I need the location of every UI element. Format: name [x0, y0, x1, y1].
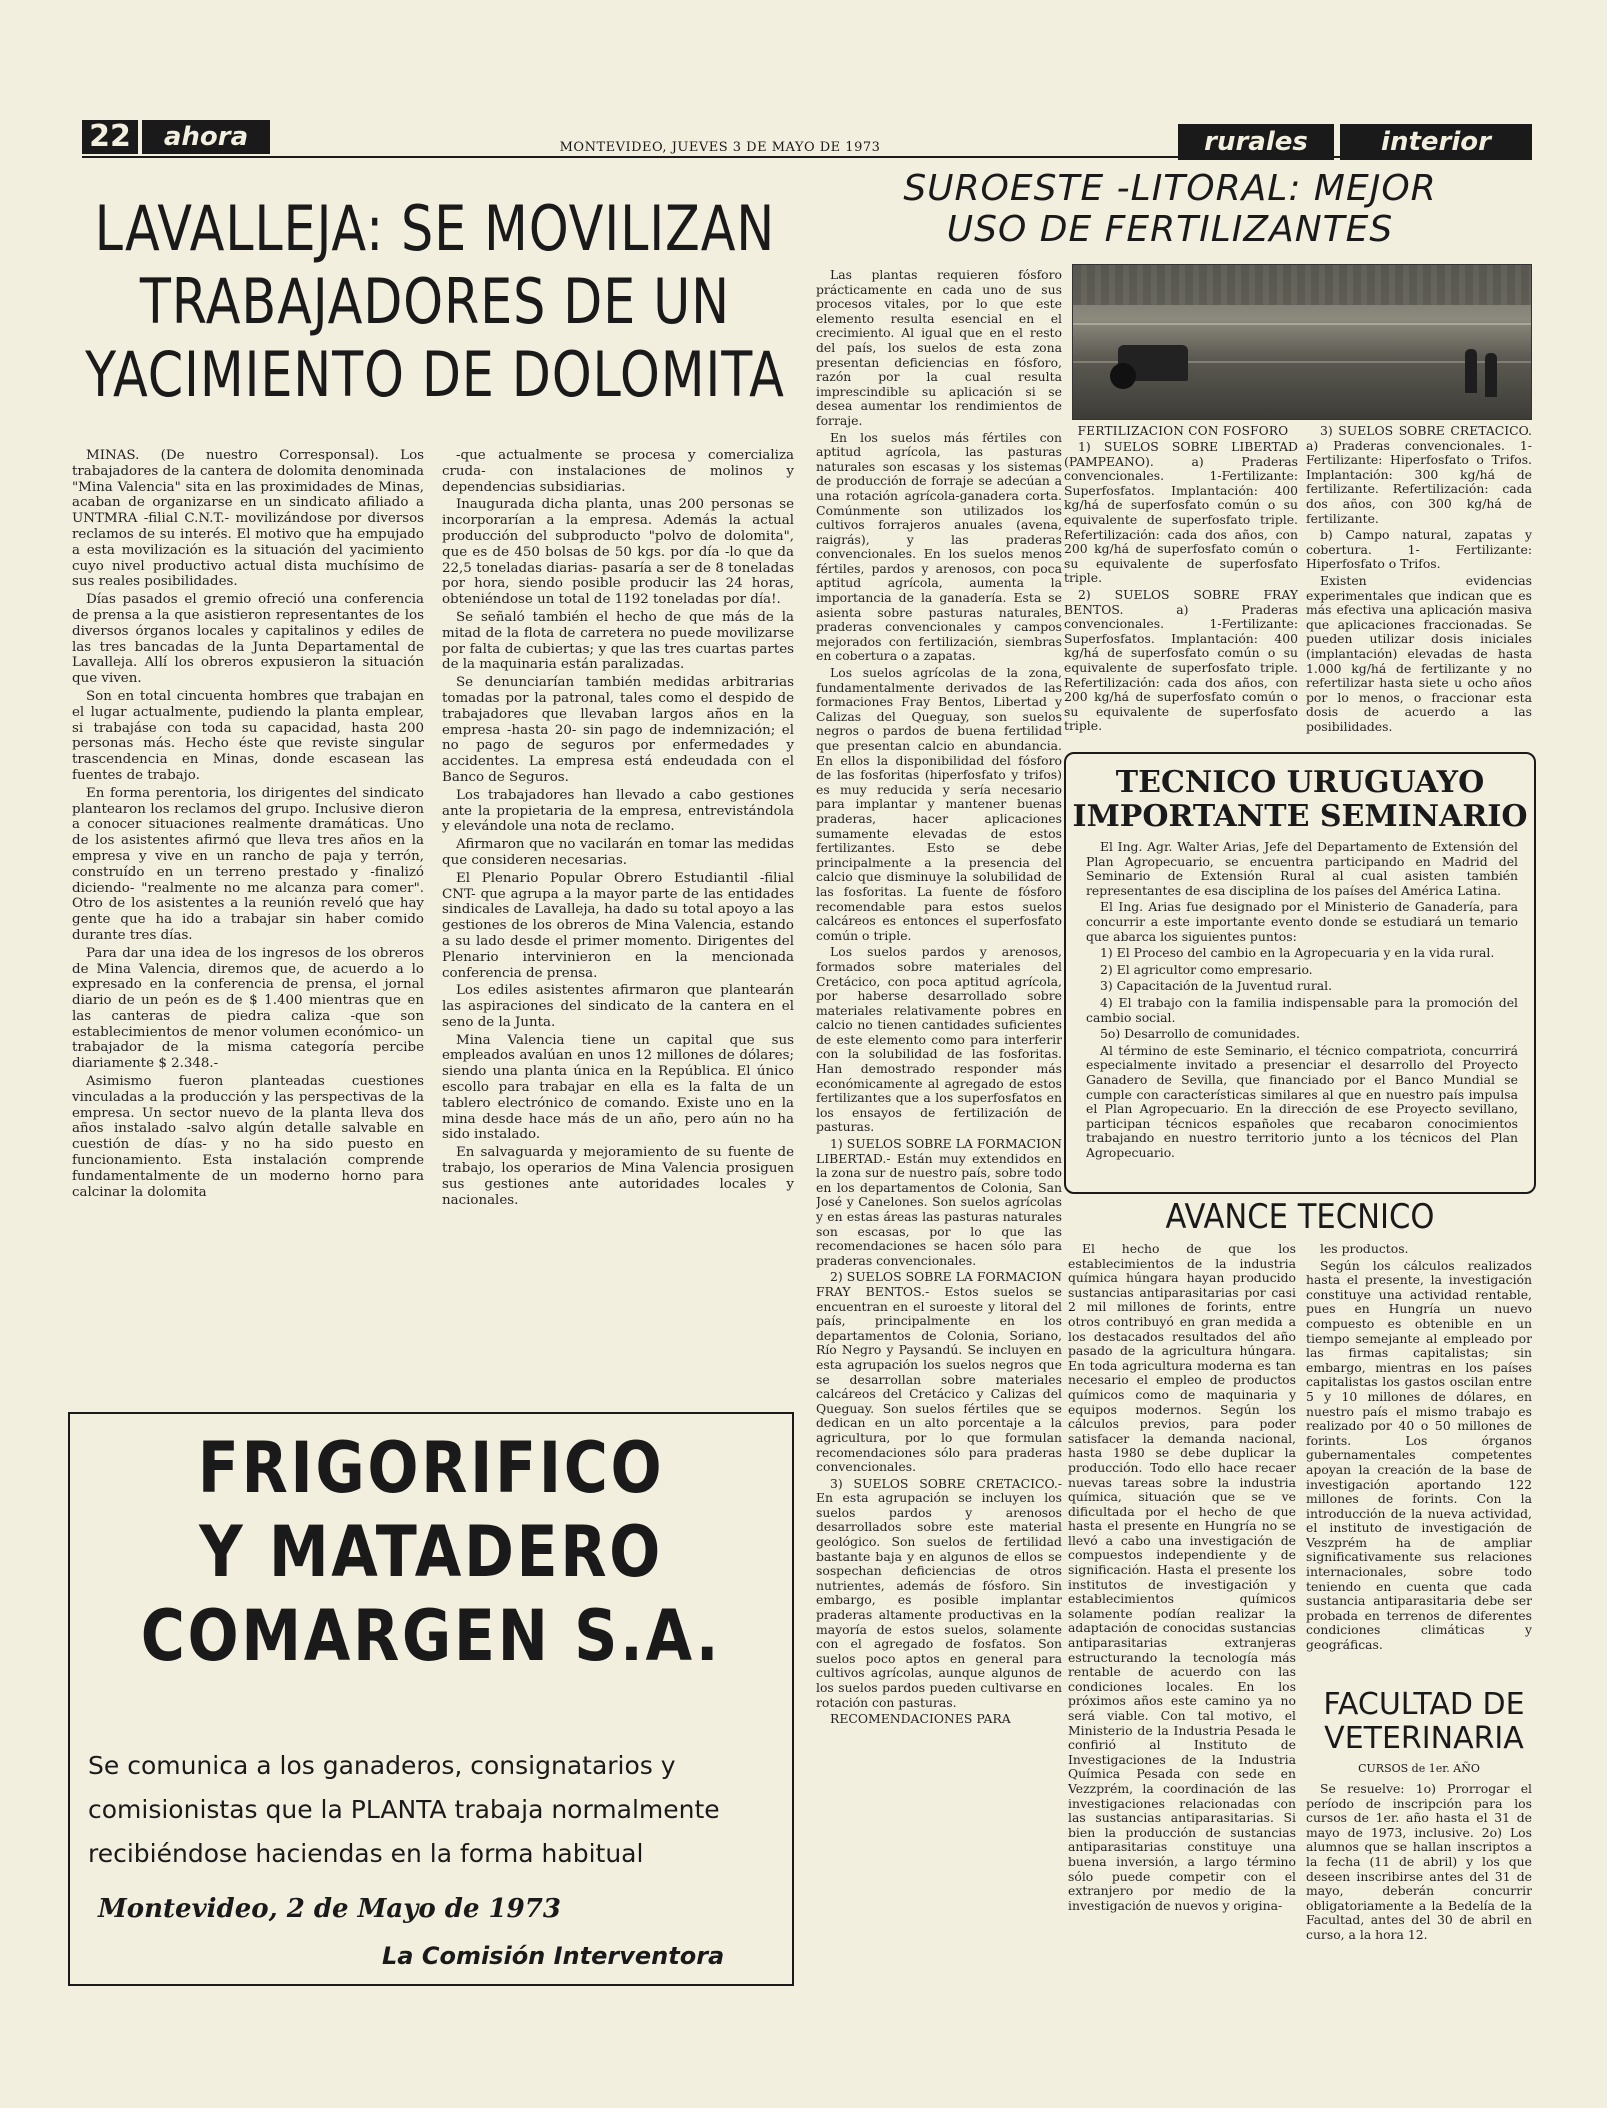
paragraph: Días pasados el gremio ofreció una conferencia de prensa a la que asistieron representantes de los diversos órganos locales y capitalinos y ediles de las tres bancadas de la Junta Departamental de Lavalleja. Allí los obreros expusieron la situación que viven.	[72, 592, 424, 687]
suroeste-headline-line-1: SUROESTE -LITORAL: MEJOR	[903, 168, 1437, 209]
paragraph: 1) SUELOS SOBRE LIBERTAD (PAMPEANO). a) Praderas convencionales. 1-Fertilizante: Superfosfatos. Implantación: 400 kg/há de superfosfato común o su equivalente de superfosfato triple. Refertilización: cada dos años, con 200 kg/há de superfosfato común o su equivalente de superfosfato triple.	[1064, 440, 1298, 586]
paper-name: ahora	[142, 120, 270, 154]
section-label-rurales: rurales	[1178, 124, 1334, 160]
suroeste-column-1	[816, 268, 1062, 2040]
paragraph: Existen evidencias experimentales que indican que es más efectiva una aplicación masiva que aplicaciones fraccionadas. Se pueden utilizar dosis iniciales (implantación) elevadas de hasta 1.000 kg/há de fertilizante y no refertilizar hasta siete u ocho años por lo menos, o fraccionar esta dosis de acuerdo a las posibilidades.	[1306, 572, 1532, 734]
frigorifico-advert	[68, 1412, 794, 1986]
paragraph: Se resuelve: 1o) Prorrogar el período de inscripción para los cursos de 1er. año hasta el 31 de mayo de 1973, inclusive. 2o) Los alumnos que se hallan inscriptos a la fecha (11 de abril) y los que deseen inscribirse antes del 31 de mayo, deberán concurrir obligatoriamente a la Bedelía de la Facultad, antes del 30 de abril en curso, a la hora 12.	[1306, 1782, 1532, 1942]
paragraph: Afirmaron que no vacilarán en tomar las medidas que consideren necesarias.	[442, 837, 794, 868]
advert-text-3: recibiéndose haciendas en la forma habitual	[88, 1839, 644, 1868]
paragraph: 4) El trabajo con la familia indispensable para la promoción del cambio social.	[1086, 994, 1518, 1025]
paragraph: 1) SUELOS SOBRE LA FORMACION LIBERTAD.- Están muy extendidos en la zona sur de nuestro país, sobre todo en los departamentos de Colonia, San José y Canelones. Son suelos agrícolas y en estas áreas las pasturas naturales son escasas, por lo que las recomendaciones se hacen sólo para praderas convencionales.	[816, 1136, 1062, 1268]
paragraph: Asimismo fueron planteadas cuestiones vinculadas a la producción y las perspectivas de la empresa. Un sector nuevo de la planta lleva dos años instalado -salvo algún detalle salvable en cuestión de días- y no ha sido puesto en funcionamiento. Esta instalación comprende fundamentalmente de un moderno horno para calcinar la dolomita	[72, 1074, 424, 1200]
paragraph: Las plantas requieren fósforo prácticamente en cada uno de sus procesos vitales, por lo que este elemento resulta esencial en el crecimiento. Al igual que en el resto del país, los suelos de esta zona presentan deficiencias en fósforo, razón por la cual resulta imprescindible su aplicación si se desea aumentar los rendimientos de forraje.	[816, 268, 1062, 428]
paragraph: En salvaguarda y mejoramiento de su fuente de trabajo, los operarios de Mina Valencia prosiguen sus gestiones ante autoridades locales y nacionales.	[442, 1145, 794, 1208]
paragraph: Para dar una idea de los ingresos de los obreros de Mina Valencia, diremos que, de acuerdo a lo expresado en la conferencia de prensa, el jornal diario de un peón es de $ 1.400 mientras que en las canteras de piedra caliza -que son establecimientos de menor volumen económico- un trabajador de la misma categoría percibe diariamente $ 2.348.-	[72, 945, 424, 1072]
paragraph: 2) SUELOS SOBRE LA FORMACION FRAY BENTOS.- Estos suelos se encuentran en el suroeste y litoral del país, principalmente en los departamentos de Colonia, Soriano, Río Negro y Paysandú. Se incluyen en esta agrupación los suelos negros que se desarrollan sobre materiales calcáreos del Cretácico y Calizas del Queguay. Son suelos fértiles que se dedican en un alto porcentaje a la agricultura, por lo que formulan recomendaciones sólo para praderas convencionales.	[816, 1269, 1062, 1475]
paragraph: les productos.	[1320, 1242, 1409, 1256]
facultad-title-line-2: VETERINARIA	[1324, 1721, 1524, 1756]
dateline: MONTEVIDEO, JUEVES 3 DE MAYO DE 1973	[559, 140, 881, 155]
tractor-field-photo	[1072, 264, 1532, 420]
advert-title-line-1: FRIGORIFICO	[197, 1427, 665, 1509]
suroeste-headline-line-2: USO DE FERTILIZANTES	[946, 209, 1394, 251]
paragraph: En los suelos más fértiles con aptitud agrícola, las pasturas naturales son escasas y los sistemas de producción de forraje se adecúan a una rotación agrícola-ganadera corta. Comúnmente son utilizados los cultivos forrajeros anuales (avena, raigrás), y las praderas convencionales. En los suelos menos fértiles, pardos y arenosos, con poca aptitud agrícola, aumenta la importancia de la ganadería. Esta se asienta sobre pasturas naturales, praderas convencionales y campos mejorados con fertilización, siembras en cobertura o a zapatas.	[816, 429, 1062, 664]
paragraph: El hecho de que los establecimientos de la industria química húngara hayan producido sustancias antiparasitarias por casi 2 mil millones de forints, entre otros contribuyó en gran medida a los destacados resultados del año pasado de la agricultura húngara. En toda agricultura moderna es tan necesario el empleo de productos químicos como de maquinaria y equipos modernos. Según los cálculos previos, para poder satisfacer la demanda nacional, hasta 1980 se debe duplicar la producción. Todo ello hace recaer nuevas tareas sobre la industria química, situación que se ve dificultada por el hecho de que hasta el presente en Hungría no se llevó a cabo una investigación de compuestos independiente y de significación. Hasta el presente los institutos de investigación y establecimientos químicos solamente podían realizar la adaptación de conocidas sustancias antiparasitarias extranjeras estructurando la tecnología más rentable de acuerdo con las condiciones locales. En los próximos años este camino ya no será viable. Con tal motivo, el Ministerio de la Industria Pesada le confirió al Instituto de Investigaciones de la Industria Química Pesada con sede en Vezzprém, la coordinación de las investigaciones relacionadas con las sustancias antiparasitarias. Si bien la producción de sustancias antiparasitarias constituye una buena inversión, a largo término sólo puede competir con el extranjero por medio de la investigación de nuevos y origina-	[1068, 1242, 1296, 1913]
suroeste-column-2	[1064, 440, 1298, 754]
paragraph: Los suelos agrícolas de la zona, fundamentalmente derivados de las formaciones Fray Bentos, Libertad y Calizas del Queguay, son suelos negros o pardos de buena fertilidad que presentan calcio en abundancia. En ellos la disponibilidad del fósforo de las fosforitas (hiperfosfato y trifos) es muy reducida y sería necesario para implantar y mantener buenas praderas, hacer aplicaciones sumamente elevadas de estos fertilizantes. Esto se debe principalmente a la presencia del calcio que disminuye la solubilidad de las fosforitas. La fuente de fósforo recomendable para estos suelos calcáreos es entonces el superfosfato común o triple.	[816, 665, 1062, 943]
paragraph: El Ing. Arias fue designado por el Ministerio de Ganadería, para concurrir a este importante evento donde se estudiará un temario que abarca los siguientes puntos:	[1086, 899, 1518, 944]
suroeste-column-3	[1306, 424, 1532, 754]
paragraph: 3) SUELOS SOBRE CRETACICO. a) Praderas convencionales. 1- Fertilizante: Hiperfosfato o Trifos. Implantación: 300 kg/há de fertilizante. Refertilización: cada dos años, con 300 kg/há de fertilizante.	[1306, 424, 1532, 526]
paragraph: El Ing. Agr. Walter Arias, Jefe del Departamento de Extensión del Plan Agropecuario, se encuentra participando en Madrid del Seminario de Extensión Rural al cual asisten también representantes de esa disciplina de los países del América Latina.	[1086, 840, 1518, 898]
paragraph: Los trabajadores han llevado a cabo gestiones ante la propietaria de la empresa, entrevistándola y elevándole una nota de reclamo.	[442, 787, 794, 835]
paragraph: Según los cálculos realizados hasta el presente, la investigación constituye una actividad rentable, pues en Hungría un nuevo compuesto es obtenible en un tiempo semejante al empleado por las firmas capitalistas; sin embargo, mientras en los países capitalistas los gastos oscilan entre 5 y 10 millones de dólares, en nuestro país el mismo trabajo es realizado por 40 o 50 millones de forints. Los órganos gubernamentales competentes apoyan la creación de la base de investigación aportando 122 millones de forints. Con la introducción de la nueva actividad, el instituto de investigación de Veszprém ha de ampliar significativamente sus relaciones internacionales, sobre todo teniendo en cuenta que cada sustancia antiparasitaria debe ser probada en terrenos de diferentes condiciones climáticas y geográficas.	[1306, 1257, 1532, 1653]
paragraph: En forma perentoria, los dirigentes del sindicato plantearon los reclamos del grupo. Inclusive dieron a conocer situaciones realmente dramáticas. Uno de los asistentes afirmó que lleva tres años en la empresa y vive en un rancho de paja y terrón, construído en un terreno prestado y -finalizó diciendo- "realmente no me alcanza para comer". Otro de los asistentes a la reunión reveló que hay gente que ha ido a trabajar sin haber comido durante tres días.	[72, 785, 424, 943]
paragraph: Se denunciarían también medidas arbitrarias tomadas por la patronal, tales como el despido de trabajadores que llevaban largos años en la empresa -hasta 20- sin pago de indemnización; el no pago de seguros por enfermedades y accidentes. La empresa está endeudada con el Banco de Seguros.	[442, 675, 794, 785]
paragraph: 2) El agricultor como empresario.	[1100, 961, 1313, 977]
paragraph: Inaugurada dicha planta, unas 200 personas se incorporarían a la empresa. Además la actual producción del subproducto "polvo de dolomita", que es de 450 bolsas de 50 kgs. por día -lo que da 22,5 toneladas diarias- pasaría a ser de 8 toneladas por hora, siendo posible producir las 24 horas, obteniéndose un total de 1192 toneladas por día!.	[442, 497, 794, 608]
paragraph: Los suelos pardos y arenosos, formados sobre materiales del Cretácico, con poca aptitud agrícola, por haberse desarrollado sobre materiales relativamente pobres en calcio no tienen cantidades suficientes de este elemento como para interferir con la solubilidad de las fosforitas. Han demostrado responder más económicamente al agregado de estos fertilizantes que a los superfosfatos en los ensayos de fertilización de pasturas.	[816, 944, 1062, 1135]
facultad-text	[1306, 1782, 1532, 2040]
facultad-subtitle: CURSOS de 1er. AÑO	[1358, 1762, 1480, 1775]
lavalleja-column-2	[442, 448, 794, 1398]
paragraph: Son en total cincuenta hombres que trabajan en el lugar actualmente, pudiendo la planta emplear, si trabajáse con toda su capacidad, hasta 200 personas más. Hecho éste que reviste singular trascendencia en Minas, donde escasean las fuentes de trabajo.	[72, 688, 424, 783]
advert-title-line-2: Y MATADERO	[199, 1511, 663, 1593]
paragraph: -que actualmente se procesa y comercializa cruda- con instalaciones de molinos y dependencias subsidiarias.	[442, 448, 794, 495]
avance-title: AVANCE TECNICO	[1165, 1197, 1435, 1237]
paragraph: MINAS. (De nuestro Corresponsal). Los trabajadores de la cantera de dolomita denominada "Mina Valencia" sita en las proximidades de Minas, acaban de organizarse en un sindicato afiliado a UNTMRA -filial C.N.T.- movilizándose por diversos reclamos de su interés. El motivo que ha empujado a esta movilización es la situación del yacimiento cuyo nivel productivo actual dista muchísimo de sus reales posibilidades.	[72, 448, 424, 590]
section-label-interior: interior	[1340, 124, 1532, 160]
paragraph: RECOMENDACIONES PARA	[830, 1711, 1011, 1727]
seminario-text	[1086, 840, 1518, 1184]
seminario-title-line-1: TECNICO URUGUAYO	[1115, 765, 1485, 800]
paragraph: 3) Capacitación de la Juventud rural.	[1100, 978, 1333, 994]
paragraph: Mina Valencia tiene un capital que sus empleados avalúan en unos 12 millones de dólares; siendo una planta única en la República. El único escollo para trabajar en ella es la falta de un tablero electrónico de comando. Existe uno en la mina desde hace más de un año, pero aún no ha sido instalado.	[442, 1032, 794, 1143]
seminario-box	[1064, 752, 1536, 1194]
advert-signature: La Comisión Interventora	[382, 1942, 725, 1970]
paragraph: Al término de este Seminario, el técnico compatriota, concurrirá especialmente invitado a presenciar el desarrollo del Proyecto Ganadero de Sevilla, que financiado por el Banco Mundial se cumple con características similares al que en nuestro país impulsa el Plan Agropecuario. En la dirección de ese Proyecto sevillano, participan técnicos españoles que recabaron conocimientos trabajando en nuestro territorio junto a los técnicos del Plan Agropecuario.	[1086, 1042, 1518, 1160]
seminario-title-line-2: IMPORTANTE SEMINARIO	[1072, 799, 1528, 834]
paragraph: 1) El Proceso del cambio en la Agropecuaria y en la vida rural.	[1100, 945, 1495, 961]
advert-title-line-3: COMARGEN S.A.	[140, 1595, 722, 1677]
paragraph: Se señaló también el hecho de que más de la mitad de la flota de carretera no puede movilizarse por falta de cubiertas; y que las tres cuartas partes de la maquinaria están paralizadas.	[442, 609, 794, 673]
advert-text-2: comisionistas que la PLANTA trabaja normalmente	[88, 1795, 720, 1824]
page-number: 22	[82, 120, 138, 154]
paragraph: El Plenario Popular Obrero Estudiantil -filial CNT- que agrupa a la mayor parte de las entidades sindicales de Lavalleja, ha dado su total apoyo a las gestiones de los obreros de Mina Valencia, estando a su lado desde el primer momento. Dirigentes del Plenario intervinieron en la mencionada conferencia de prensa.	[442, 870, 794, 981]
advert-date: Montevideo, 2 de Mayo de 1973	[98, 1894, 561, 1924]
paragraph: 2) SUELOS SOBRE FRAY BENTOS. a) Praderas convencionales. 1-Fertilizante: Superfosfatos. Implantación: 400 kg/há de superfosfato común o su equivalente de superfosfato triple. Refertilización: cada dos años, con 200 kg/há de superfosfato común o su equivalente de superfosfato triple.	[1064, 586, 1298, 734]
lavalleja-headline-line-3: YACIMIENTO DE DOLOMITA	[85, 338, 785, 412]
paragraph: b) Campo natural, zapatas y cobertura. 1- Fertilizante: Hiperfosfato o Trifos.	[1306, 527, 1532, 572]
advert-text-1: Se comunica a los ganaderos, consignatarios y	[88, 1751, 676, 1780]
facultad-title-line-1: FACULTAD DE	[1323, 1687, 1525, 1722]
paragraph: Los ediles asistentes afirmaron que plantearán las aspiraciones del sindicato de la cantera en el seno de la Junta.	[442, 983, 794, 1030]
paragraph: 5o) Desarrollo de comunidades.	[1100, 1026, 1300, 1042]
avance-column-1	[1068, 1242, 1296, 2040]
suroeste-headline	[810, 168, 1530, 251]
paragraph: 3) SUELOS SOBRE CRETACICO.- En esta agrupación se incluyen los suelos pardos y arenosos desarrollados sobre este material geológico. Son suelos de fertilidad bastante baja y en algunos de ellos se sospechan deficiencias de otros nutrientes, además de fósforo. Sin embargo, es posible implantar praderas altamente productivas en la mayoría de estos suelos, solamente con el agregado de fosfatos. Son suelos poco aptos en general para cultivos agrícolas, aunque algunos de los suelos pardos pueden cultivarse en rotación con pasturas.	[816, 1475, 1062, 1710]
lavalleja-headline-line-1: LAVALLEJA: SE MOVILIZAN	[94, 192, 776, 265]
photo-caption: FERTILIZACION CON FOSFORO	[1077, 424, 1289, 438]
lavalleja-headline	[70, 192, 800, 411]
lavalleja-headline-line-2: TRABAJADORES DE UN	[139, 265, 730, 339]
avance-column-2	[1306, 1242, 1532, 1678]
lavalleja-column-1	[72, 448, 424, 1398]
